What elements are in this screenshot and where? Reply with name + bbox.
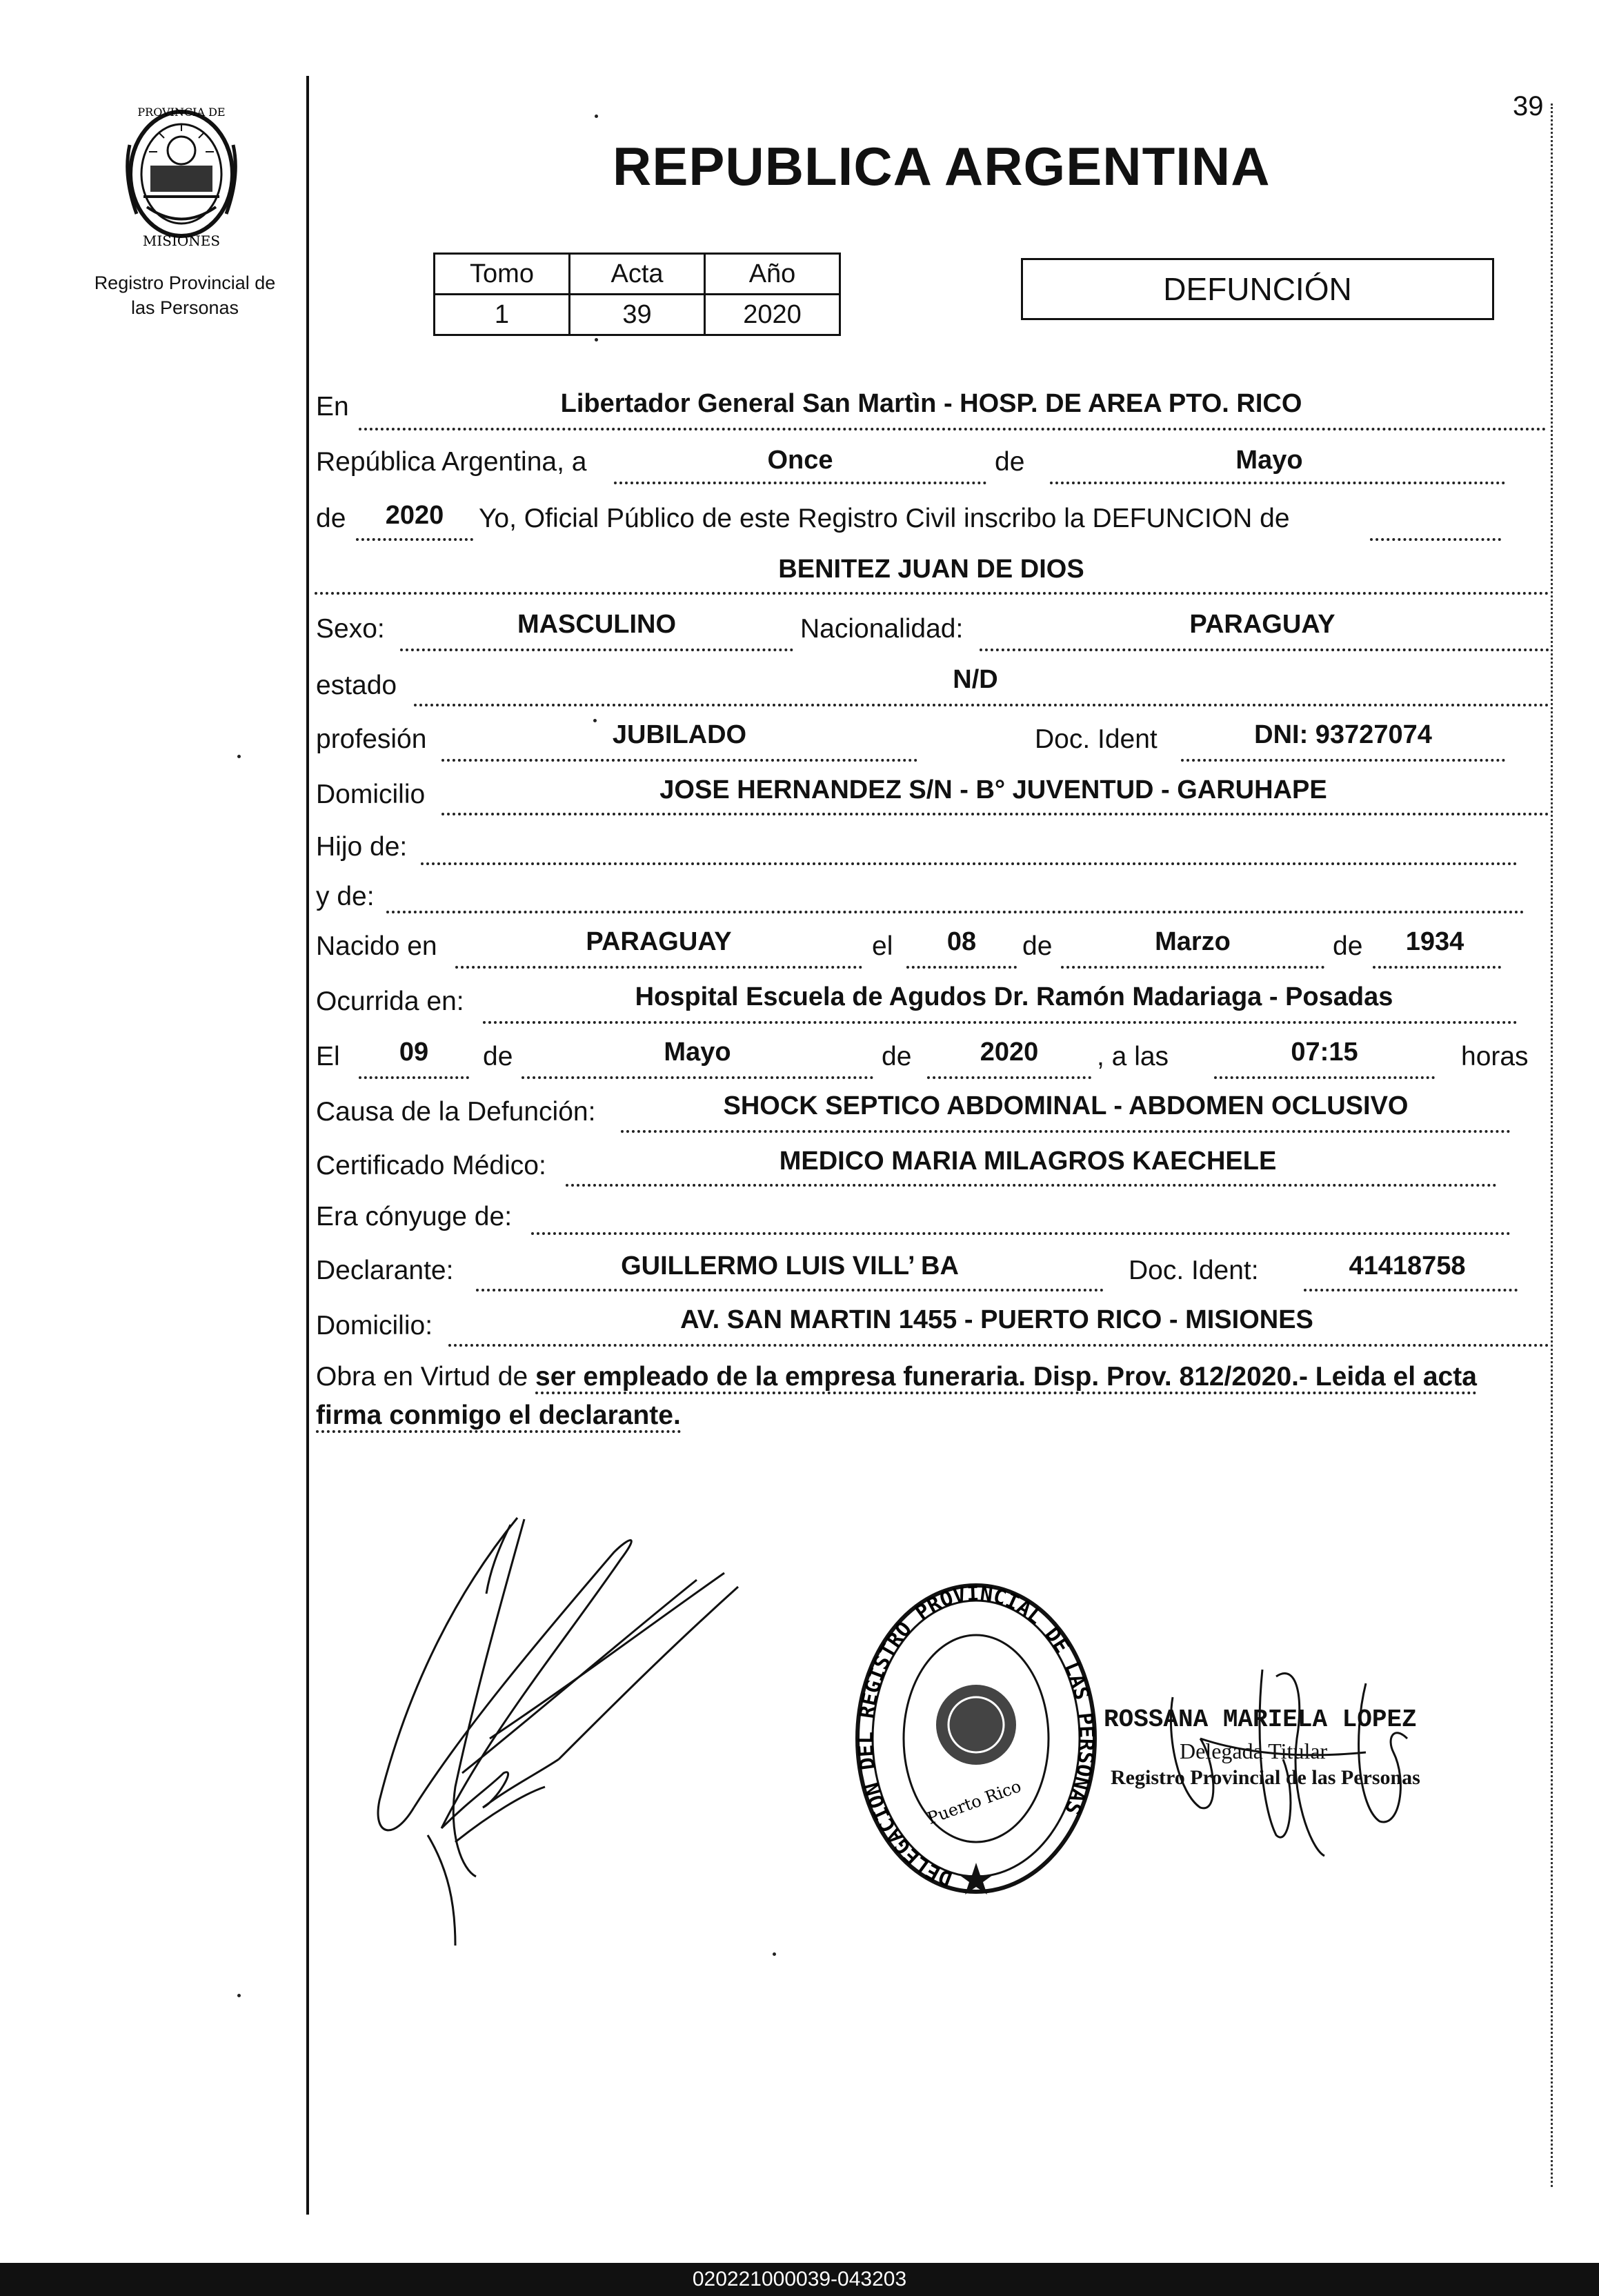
label-de: de <box>882 1042 912 1071</box>
tomo-value: 1 <box>435 295 570 335</box>
value-anio: 2020 <box>385 501 444 530</box>
value-nac-mes: Marzo <box>1155 927 1231 956</box>
label-y-de: y de: <box>316 882 375 911</box>
dotted-line <box>483 1021 1518 1024</box>
dotted-line <box>356 538 473 541</box>
label-de: de <box>316 504 346 533</box>
value-mes: Mayo <box>1235 446 1303 475</box>
label-declarante: Declarante: <box>316 1256 454 1285</box>
value-declarante: GUILLERMO LUIS VILL’ BA <box>621 1251 959 1280</box>
label-a-las: , a las <box>1097 1042 1169 1071</box>
value-nac-dia: 08 <box>946 927 977 956</box>
official-block <box>1104 1656 1490 1863</box>
value-documento: DNI: 93727074 <box>1254 720 1432 749</box>
dotted-line <box>315 592 1549 595</box>
label-estado: estado <box>316 671 397 700</box>
value-def-anio: 2020 <box>980 1038 1039 1067</box>
dotted-line <box>421 862 1518 865</box>
value-nacionalidad: PARAGUAY <box>1189 610 1335 639</box>
official-name: ROSSANA MARIELA LOPEZ <box>1104 1705 1417 1734</box>
speck <box>237 755 241 758</box>
value-declarante-domicilio: AV. SAN MARTIN 1455 - PUERTO RICO - MISIONES <box>680 1305 1313 1334</box>
province-emblem-icon <box>116 97 247 255</box>
label-sexo: Sexo: <box>316 614 385 644</box>
official-role: Delegada Titular <box>1180 1739 1328 1763</box>
label-de: de <box>995 447 1025 477</box>
dotted-line <box>927 1076 1091 1079</box>
label-yo: Yo, Oficial Público de este Registro Civil inscribo la DEFUNCION de <box>479 504 1290 533</box>
obra-prefix: Obra en Virtud de <box>316 1362 528 1392</box>
label-de: de <box>1333 931 1363 961</box>
label-domicilio2: Domicilio: <box>316 1311 433 1340</box>
dotted-line <box>1214 1076 1435 1079</box>
emblem-bottom-text: MISIONES <box>142 232 221 249</box>
stamp-inner-text: Puerto Rico <box>924 1776 1024 1829</box>
registry-label <box>77 270 292 320</box>
value-profesion: JUBILADO <box>612 720 747 749</box>
registry-label-line1: Registro Provincial de <box>94 273 276 293</box>
record-type-box: DEFUNCIÓN <box>1021 258 1494 320</box>
value-certificado: MEDICO MARIA MILAGROS KAECHELE <box>779 1147 1277 1176</box>
label-de: de <box>483 1042 513 1071</box>
speck <box>593 719 597 722</box>
speck <box>773 1952 776 1956</box>
dotted-line <box>476 1289 1104 1292</box>
label-profesion: profesión <box>316 724 427 754</box>
value-def-hora: 07:15 <box>1291 1038 1358 1067</box>
dotted-line <box>448 1344 1549 1347</box>
value-declarante-doc: 41418758 <box>1349 1251 1466 1280</box>
dotted-line <box>1181 759 1505 762</box>
value-nombre: BENITEZ JUAN DE DIOS <box>778 555 1084 584</box>
label-el-cap: El <box>316 1042 340 1071</box>
declarant-signature <box>352 1511 766 1952</box>
dotted-line <box>1373 966 1501 969</box>
label-en: En <box>316 392 349 422</box>
label-republica: República Argentina, a <box>316 447 587 477</box>
label-causa: Causa de la Defunción: <box>316 1097 596 1127</box>
anio-header: Año <box>705 254 840 295</box>
label-certificado: Certificado Médico: <box>316 1151 546 1180</box>
dotted-line <box>414 704 1549 706</box>
acta-value: 39 <box>570 295 705 335</box>
dotted-line <box>455 966 862 969</box>
record-table <box>433 253 841 336</box>
dotted-line <box>531 1232 1511 1235</box>
label-doc-ident: Doc. Ident <box>1035 724 1158 754</box>
value-sexo: MASCULINO <box>517 610 677 639</box>
label-conyuge: Era cónyuge de: <box>316 1202 513 1231</box>
official-signature <box>1159 1656 1462 1863</box>
left-margin-rule <box>306 76 309 2215</box>
value-def-mes: Mayo <box>664 1038 731 1067</box>
dotted-line <box>441 759 917 762</box>
anio-value: 2020 <box>705 295 840 335</box>
value-causa: SHOCK SEPTICO ABDOMINAL - ABDOMEN OCLUSIVO <box>723 1091 1409 1120</box>
emblem-top-text: PROVINCIA DE <box>137 106 226 119</box>
obra-paragraph <box>316 1358 1544 1435</box>
label-el: el <box>872 931 893 961</box>
label-hijo-de: Hijo de: <box>316 832 408 862</box>
dotted-line <box>1061 966 1324 969</box>
value-def-dia: 09 <box>399 1038 429 1067</box>
footer-code: 020221000039-043203 <box>0 2263 1599 2296</box>
label-nacionalidad: Nacionalidad: <box>800 614 964 644</box>
dotted-line <box>1304 1289 1518 1292</box>
label-doc-ident2: Doc. Ident: <box>1129 1256 1259 1285</box>
value-nac-anio: 1934 <box>1405 927 1464 956</box>
acta-header: Acta <box>570 254 705 295</box>
dotted-line <box>980 649 1549 651</box>
dotted-line <box>359 428 1547 430</box>
dotted-line <box>386 911 1524 913</box>
label-nacido-en: Nacido en <box>316 931 437 961</box>
dotted-line <box>621 1130 1511 1133</box>
official-office: Registro Provincial de las Personas <box>1111 1766 1420 1789</box>
value-nacido-en: PARAGUAY <box>586 927 732 956</box>
label-horas: horas <box>1461 1042 1529 1071</box>
dotted-line <box>1050 482 1505 484</box>
value-estado: N/D <box>953 665 998 694</box>
registry-label-line2: las Personas <box>130 297 239 318</box>
dotted-line <box>441 813 1549 815</box>
page-number: 39 <box>1513 91 1544 121</box>
dotted-line <box>359 1076 469 1079</box>
speck <box>237 1994 241 1997</box>
value-dia: Once <box>767 446 833 475</box>
dotted-line <box>400 649 793 651</box>
speck <box>595 115 598 118</box>
official-stamp <box>852 1573 1100 1904</box>
label-de: de <box>1022 931 1053 961</box>
dotted-line <box>522 1076 873 1079</box>
stamp-ring-text: DELEGACION DEL REGISTRO PROVINCIAL DE LAS PERSONAS <box>854 1581 1099 1891</box>
dotted-line <box>906 966 1017 969</box>
right-margin-rule <box>1551 103 1553 2187</box>
dotted-line <box>566 1184 1497 1187</box>
dotted-line <box>614 482 986 484</box>
speck <box>595 338 598 342</box>
label-ocurrida-en: Ocurrida en: <box>316 987 464 1016</box>
obra-text: ser empleado de la empresa funeraria. Disp. Prov. 812/2020.- Leida el acta firma conmigo el declarante. <box>316 1362 1477 1433</box>
label-domicilio: Domicilio <box>316 780 426 809</box>
tomo-header: Tomo <box>435 254 570 295</box>
value-domicilio: JOSE HERNANDEZ S/N - B° JUVENTUD - GARUHAPE <box>659 775 1327 804</box>
value-lugar: Libertador General San Martìn - HOSP. DE AREA PTO. RICO <box>560 389 1302 418</box>
value-ocurrida-en: Hospital Escuela de Agudos Dr. Ramón Madariaga - Posadas <box>635 982 1393 1011</box>
dotted-line <box>1370 538 1501 541</box>
